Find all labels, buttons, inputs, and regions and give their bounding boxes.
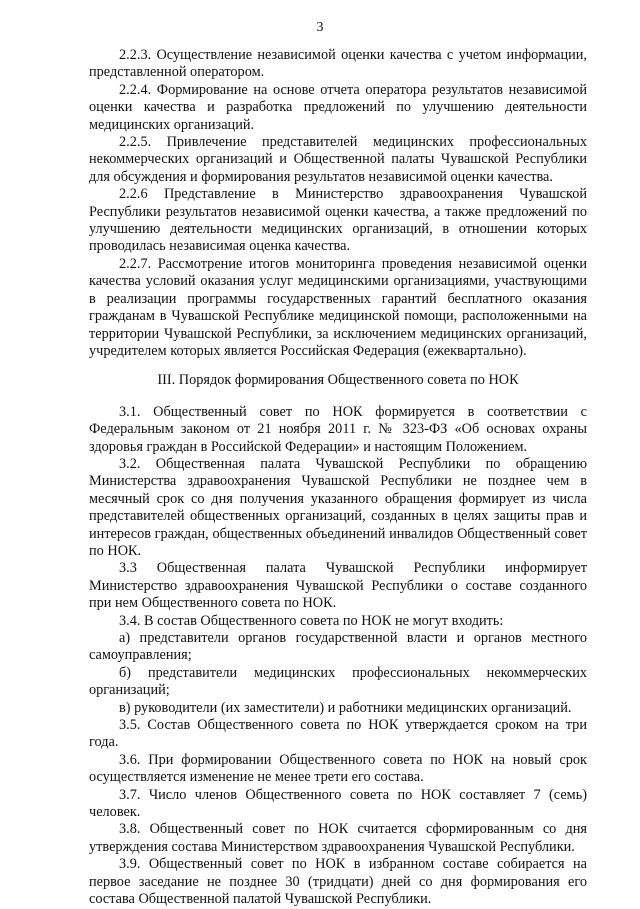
paragraph-3-4-a: а) представители органов государственной власти и органов местного самоуправления; — [89, 630, 587, 664]
paragraph-3-2: 3.2. Общественная палата Чувашской Республики по обращению Министерства здравоохранения Чувашской Республики не позднее чем в месячный срок со дня получения указанного обращения формирует из числа представителей общественных организаций, созданных в целях защиты прав и интересов граждан, общественных объединений инвалидов Общественный совет по НОК. — [89, 455, 587, 559]
paragraph-3-4-b: б) представители медицинских профессиональных некоммерческих организаций; — [89, 664, 587, 699]
paragraph-3-3: 3.3 Общественная палата Чувашской Республики информирует Министерство здравоохранения Чувашской Республики о составе созданного при нем Общественного совета по НОК. — [89, 560, 587, 612]
paragraph-3-4-c: в) руководители (их заместители) и работники медицинских организаций. — [119, 699, 572, 716]
paragraph-2-2-7: 2.2.7. Рассмотрение итогов мониторинга проведения независимой оценки качества условий оказания услуг медицинскими организациями, участвующими в реализации программы государственных гарантий бесплатного оказания гражданам в Чувашской Республике медицинской помощи, расположенными на территории Чувашской Республики, за исключением медицинских организаций, учредителем которых является Российская Федерация (ежеквартально). — [89, 255, 587, 359]
paragraph-2-2-6: 2.2.6 Представление в Министерство здравоохранения Чувашской Республики результатов независимой оценки качества, а также предложений по улучшению деятельности медицинских организаций, в отношении которых проводилась независимая оценка качества. — [89, 186, 587, 255]
section-3-heading: III. Порядок формирования Общественного совета по НОК — [157, 372, 519, 389]
paragraph-3-6: 3.6. При формировании Общественного совета по НОК на новый срок осуществляется изменение не менее трети его состава. — [89, 751, 587, 786]
page-number: 3 — [316, 20, 324, 35]
paragraph-3-1: 3.1. Общественный совет по НОК формируется в соответствии с Федеральным законом от 21 ноября 2011 г. № 323-ФЗ «Об основах охраны здоровья граждан в Российской Федерации» и настоящим Положением. — [89, 403, 587, 455]
paragraph-2-2-5: 2.2.5. Привлечение представителей медицинских профессиональных некоммерческих организаций и Общественной палаты Чувашской Республики для обсуждения и формирования результатов независимой оценки качества. — [89, 134, 587, 185]
paragraph-3-9: 3.9. Общественный совет по НОК в избранном составе собирается на первое заседание не позднее 30 (тридцати) дней со дня формирования его состава Общественной палатой Чувашской Республики. — [89, 856, 587, 908]
paragraph-2-2-4: 2.2.4. Формирование на основе отчета оператора результатов независимой оценки качества и разработка предложений по улучшению деятельности медицинских организаций. — [89, 81, 587, 133]
paragraph-3-5: 3.5. Состав Общественного совета по НОК утверждается сроком на три года. — [89, 717, 587, 751]
paragraph-3-4: 3.4. В состав Общественного совета по НОК не могут входить: — [119, 612, 504, 629]
paragraph-2-2-3: 2.2.3. Осуществление независимой оценки качества с учетом информации, представленной оператором. — [89, 47, 587, 81]
document-body — [89, 47, 587, 909]
paragraph-3-8: 3.8. Общественный совет по НОК считается сформированным со дня утверждения состава Министерством здравоохранения Чувашской Республики. — [89, 821, 587, 855]
paragraph-3-7: 3.7. Число членов Общественного совета по НОК составляет 7 (семь) человек. — [89, 786, 587, 821]
